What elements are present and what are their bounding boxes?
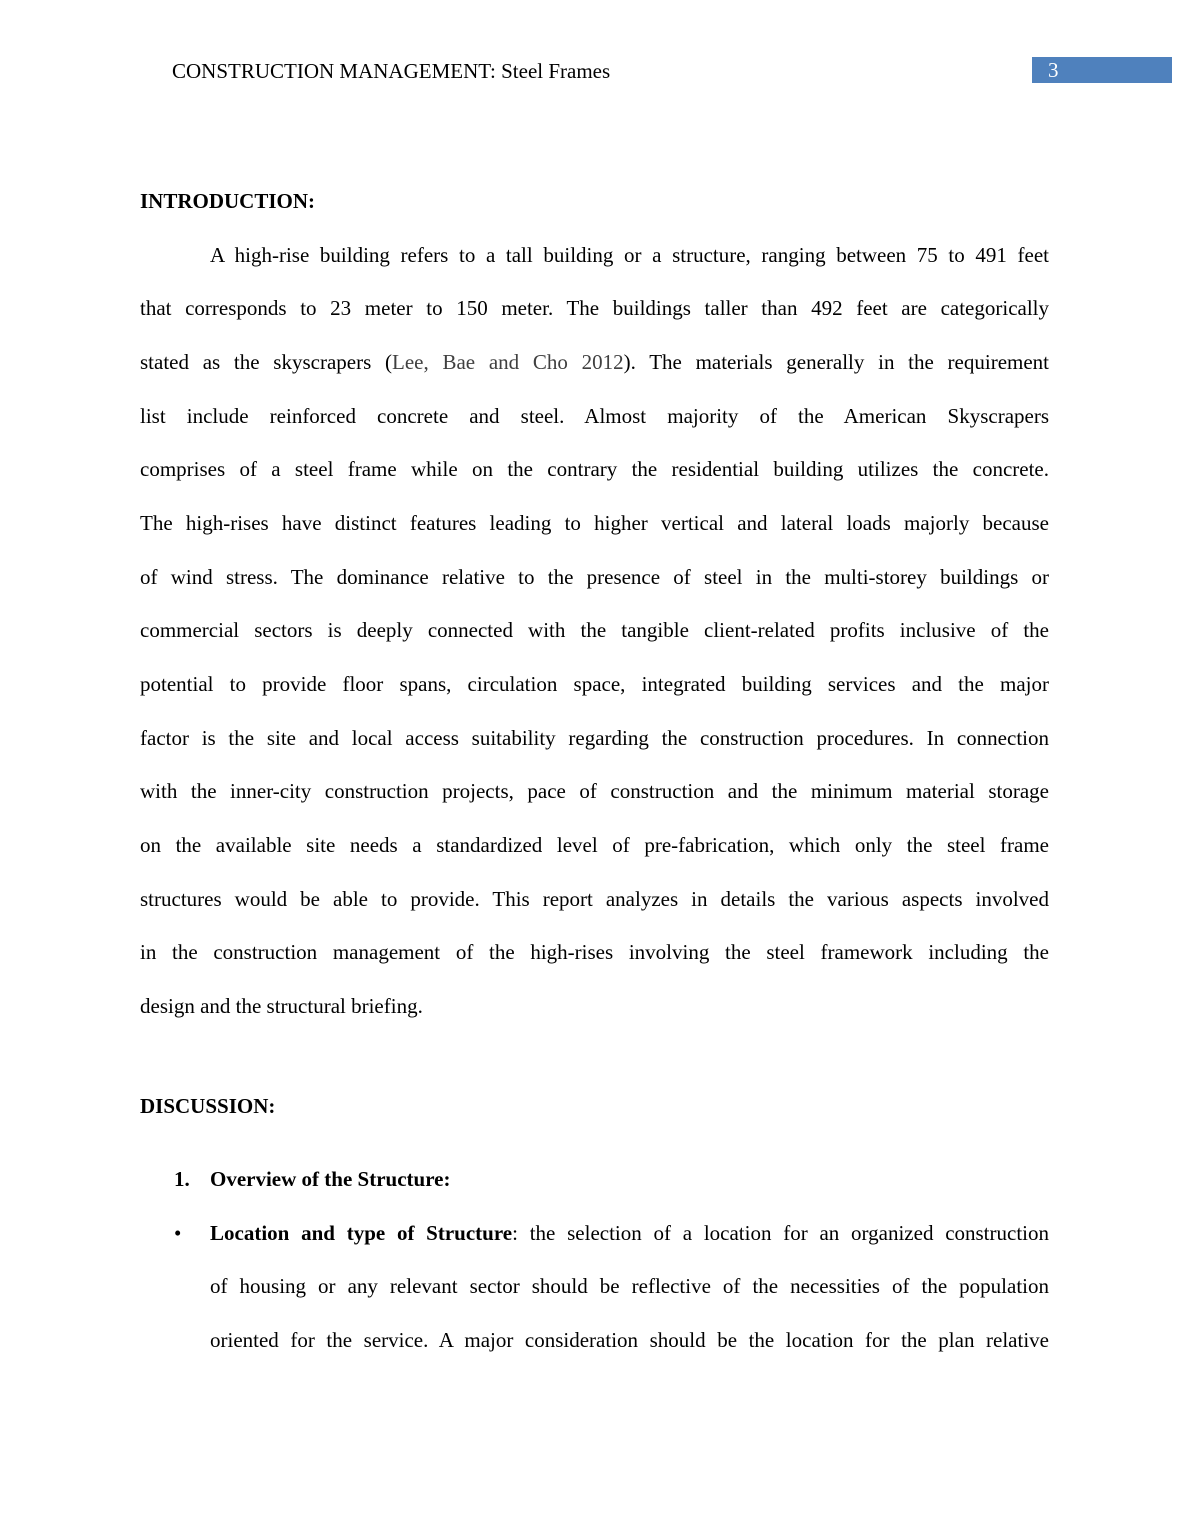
intro-line-6: The high-rises have distinct features leading to higher vertical and lateral loads majorly because (140, 511, 1049, 535)
intro-line-9: potential to provide floor spans, circulation space, integrated building services and the major (140, 672, 1049, 696)
intro-line-8: commercial sectors is deeply connected with the tangible client-related profits inclusive of the (140, 618, 1049, 642)
location-type-label: Location and type of Structure (210, 1221, 513, 1245)
intro-line-14: in the construction management of the high-rises involving the steel framework including the (140, 940, 1049, 964)
intro-line-1: A high-rise building refers to a tall building or a structure, ranging between 75 to 491 feet (210, 243, 1049, 267)
intro-line-12: on the available site needs a standardized level of pre-fabrication, which only the steel frame (140, 833, 1049, 857)
discussion-heading: DISCUSSION: (140, 1094, 276, 1118)
intro-line-7: of wind stress. The dominance relative to the presence of steel in the multi-storey buildings or (140, 565, 1049, 589)
running-header-title: CONSTRUCTION MANAGEMENT: Steel Frames (172, 59, 611, 83)
introduction-heading: INTRODUCTION: (140, 189, 316, 213)
page-number: 3 (1048, 58, 1059, 82)
intro-line-4: list include reinforced concrete and steel. Almost majority of the American Skyscrapers (140, 404, 1049, 428)
intro-line-3 (140, 348, 1049, 376)
page-number-badge (1032, 57, 1172, 83)
overview-subheading: Overview of the Structure: (210, 1167, 451, 1191)
citation-lee-bae-cho: Lee, Bae and Cho 2012 (392, 350, 624, 374)
bullet-marker: • (174, 1221, 182, 1245)
intro-line-15: design and the structural briefing. (140, 994, 423, 1018)
intro-line-11: with the inner-city construction projects, pace of construction and the minimum material storage (140, 779, 1049, 803)
intro-line-13: structures would be able to provide. This report analyzes in details the various aspects involved (140, 887, 1049, 911)
intro-line-5: comprises of a steel frame while on the contrary the residential building utilizes the concrete. (140, 457, 1049, 481)
bullet-line-3: oriented for the service. A major consideration should be the location for the plan relative (210, 1328, 1049, 1352)
bullet-line-1 (210, 1219, 1049, 1247)
intro-line-2: that corresponds to 23 meter to 150 meter. The buildings taller than 492 feet are categorically (140, 296, 1049, 320)
intro-line-3-part-a: stated as the skyscrapers ( (140, 350, 392, 374)
intro-line-3-part-b: ). The materials generally in the requirement (623, 350, 1050, 374)
bullet-line-1-text: : the selection of a location for an organized construction (512, 1221, 1050, 1245)
intro-line-10: factor is the site and local access suitability regarding the construction procedures. In connection (140, 726, 1049, 750)
bullet-line-2: of housing or any relevant sector should be reflective of the necessities of the population (210, 1274, 1049, 1298)
list-number: 1. (174, 1167, 190, 1191)
